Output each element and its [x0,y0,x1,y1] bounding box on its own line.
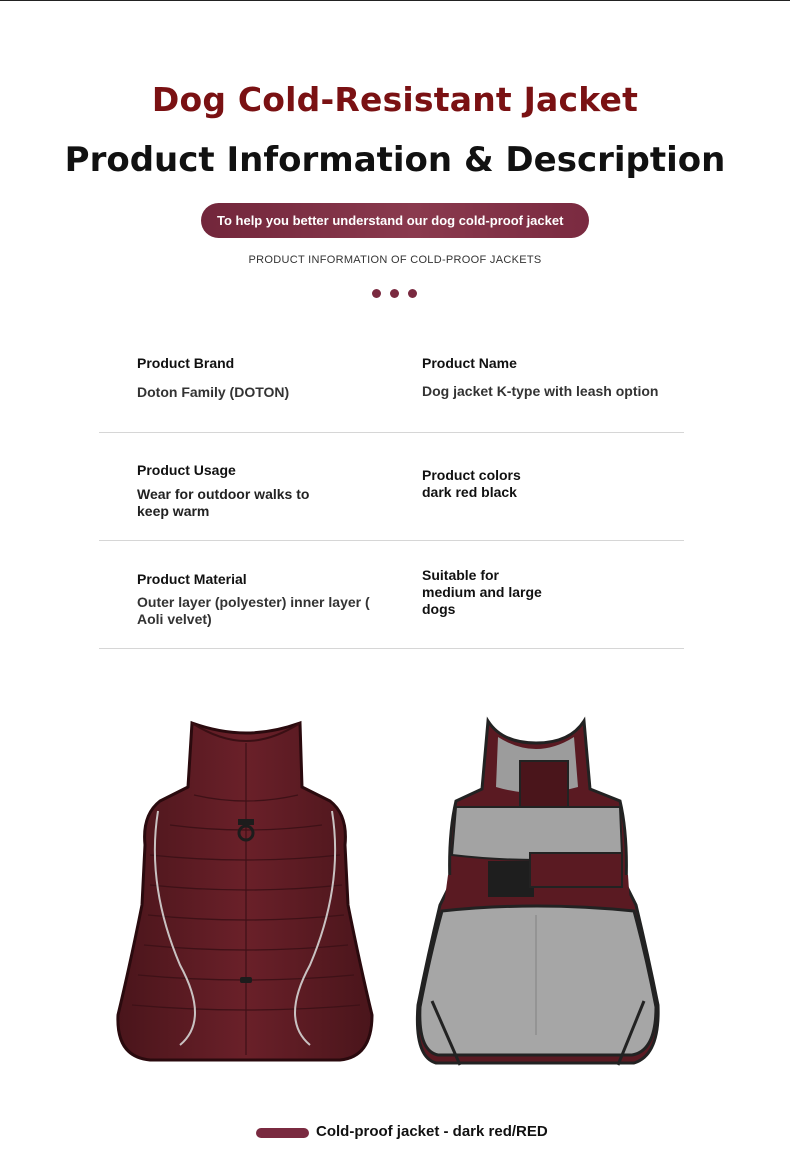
divider [99,432,684,433]
spec-label-suitable-line: Suitable for [422,567,500,583]
page-heading: Product Information & Description [64,140,726,180]
caption-color-swatch [256,1128,309,1138]
section-subtitle: PRODUCT INFORMATION OF COLD-PROOF JACKETS [248,254,542,266]
spec-label-name: Product Name [422,355,517,371]
divider [99,648,684,649]
intro-pill: To help you better understand our dog cold-proof jacket [201,203,589,238]
jacket-outer-image [110,715,380,1070]
dot [408,289,417,298]
spec-value-usage [137,486,309,520]
spec-label-suitable-line: medium and large [422,584,542,600]
spec-label-brand: Product Brand [137,355,235,371]
dot [390,289,399,298]
spec-value-brand: Doton Family (DOTON) [137,384,290,400]
spec-label-colors: Product colors [422,467,521,483]
spec-value-name: Dog jacket K-type with leash option [422,383,659,399]
spec-label-usage: Product Usage [137,462,236,478]
dot [372,289,381,298]
spec-value-usage-line: keep warm [137,503,210,519]
top-rule [0,0,790,1]
page-title: Dog Cold-Resistant Jacket [151,80,639,119]
divider [99,540,684,541]
spec-value-material [137,594,370,628]
spec-value-usage-line: Wear for outdoor walks to [137,486,310,502]
jacket-inner-image [412,715,664,1075]
spec-label-suitable-line: dogs [422,601,456,617]
spec-value-material-line: Aoli velvet) [137,611,212,627]
spec-value-material-line: Outer layer (polyester) inner layer ( [137,594,370,610]
image-caption: Cold-proof jacket - dark red/RED [316,1123,548,1140]
spec-label-suitable [422,567,542,618]
spec-label-material: Product Material [137,571,247,587]
spec-value-colors: dark red black [422,484,517,500]
